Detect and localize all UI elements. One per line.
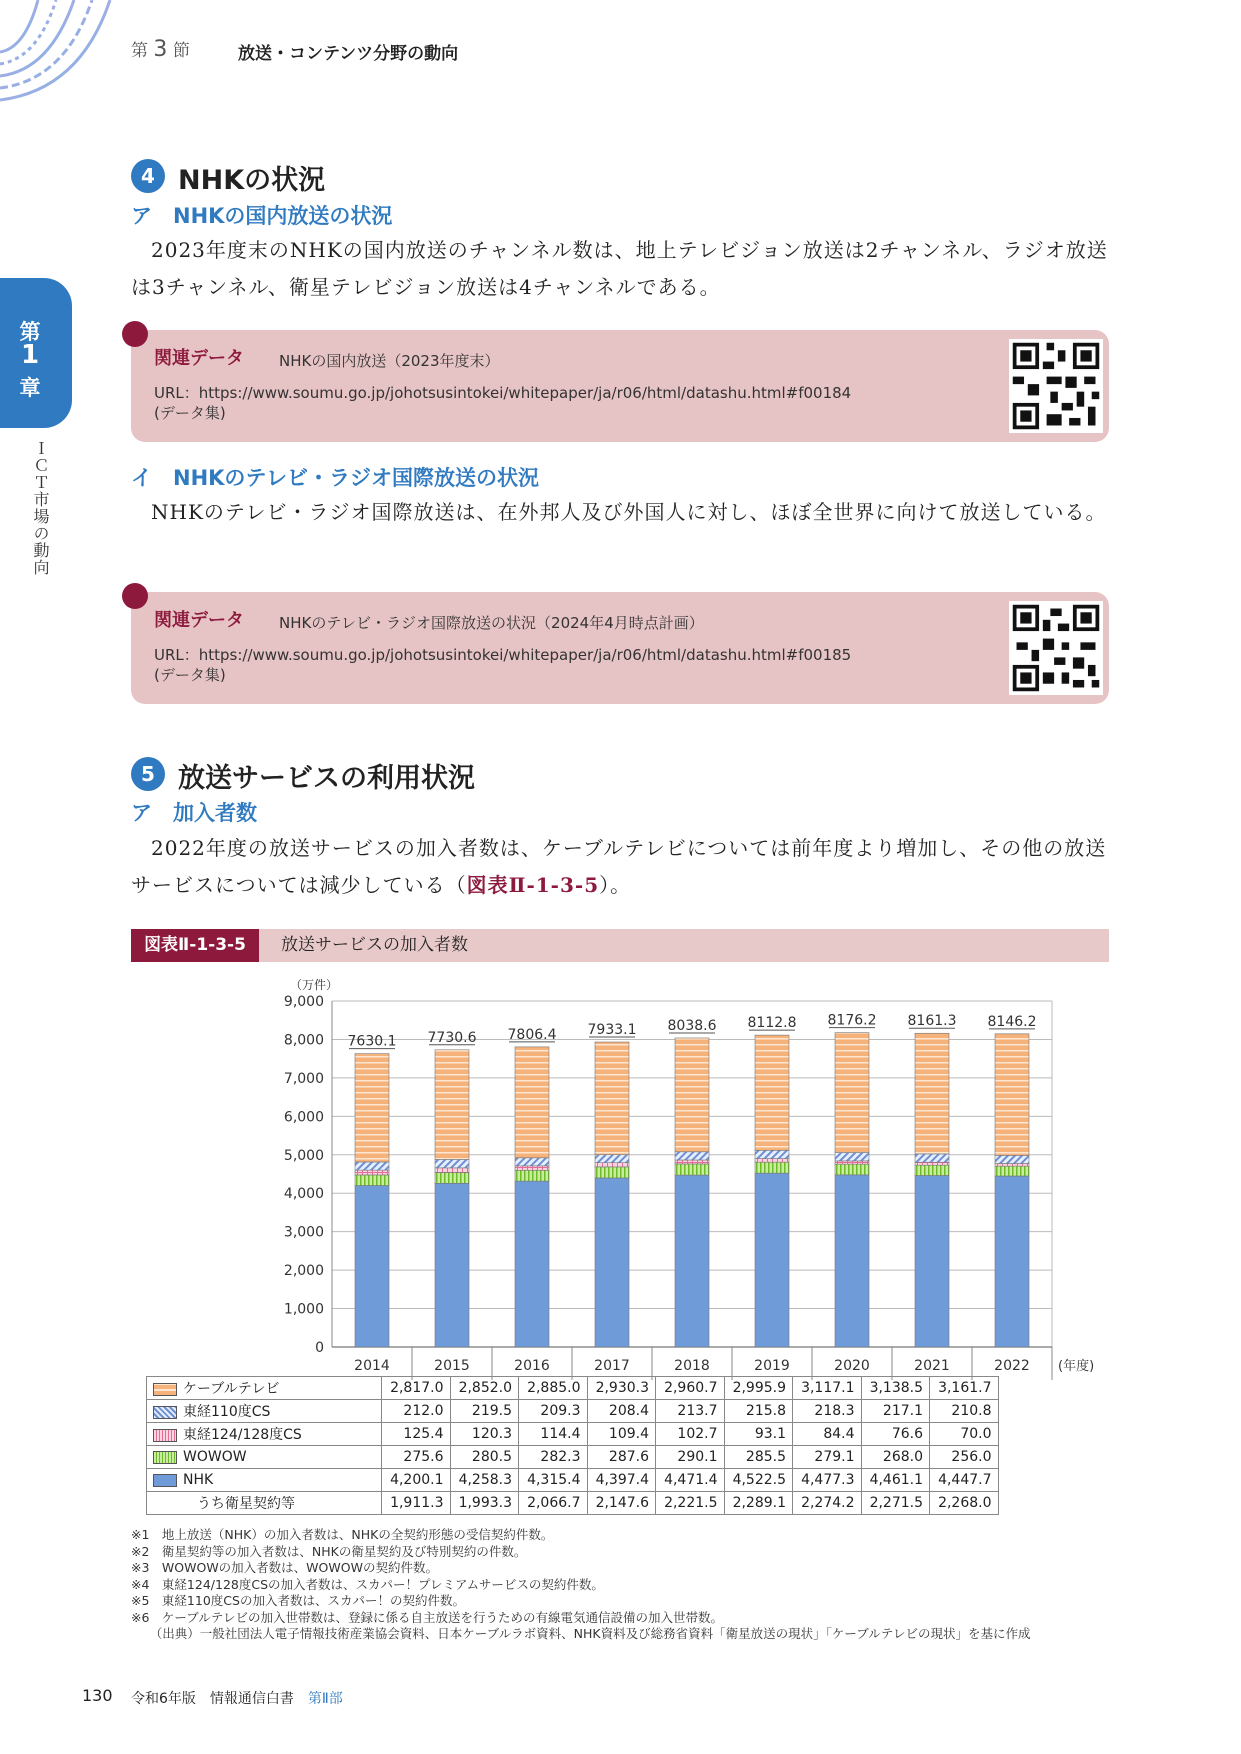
table-cell: 2,221.5 bbox=[656, 1492, 725, 1515]
bar-segment bbox=[915, 1162, 949, 1165]
table-cell: 109.4 bbox=[587, 1423, 656, 1446]
bar-total-label: 8146.2 bbox=[987, 1013, 1037, 1030]
legend-label: ケーブルテレビ bbox=[183, 1381, 280, 1397]
table-cell: 2,268.0 bbox=[930, 1492, 999, 1515]
bar-segment bbox=[355, 1162, 389, 1170]
table-cell: 217.1 bbox=[861, 1400, 930, 1423]
bar-segment bbox=[675, 1164, 709, 1175]
header-decoration bbox=[0, 0, 130, 110]
bar-segment bbox=[755, 1173, 789, 1347]
chapter-tab[interactable]: 第 1 章 bbox=[0, 278, 72, 428]
footnote-line: ※5 東経110度CSの加入者数は、スカパー！の契約件数。 bbox=[131, 1593, 465, 1608]
bar-segment bbox=[355, 1170, 389, 1175]
data-table bbox=[146, 1376, 999, 1515]
related-data-label: 関連データ bbox=[154, 610, 244, 631]
table-cell: 2,885.0 bbox=[519, 1377, 588, 1400]
bar-segment bbox=[835, 1164, 869, 1175]
x-tick-label: 2017 bbox=[594, 1358, 630, 1374]
table-cell: 76.6 bbox=[861, 1423, 930, 1446]
page-number: 130 bbox=[82, 1686, 113, 1705]
table-cell: 2,066.7 bbox=[519, 1492, 588, 1515]
x-tick-label: 2015 bbox=[434, 1358, 470, 1374]
table-cell: 4,447.7 bbox=[930, 1469, 999, 1492]
table-row bbox=[147, 1469, 999, 1492]
table-cell: 4,200.1 bbox=[382, 1469, 451, 1492]
bullet-dot bbox=[122, 583, 148, 609]
bar-segment bbox=[995, 1155, 1029, 1163]
bar-segment bbox=[835, 1175, 869, 1347]
bar-total-label: 8112.8 bbox=[747, 1015, 797, 1032]
bar-segment bbox=[675, 1160, 709, 1164]
bar-segment bbox=[995, 1034, 1029, 1156]
table-cell: 268.0 bbox=[861, 1446, 930, 1469]
bar-segment bbox=[755, 1162, 789, 1173]
legend-swatch bbox=[153, 1429, 177, 1442]
table-cell: 3,138.5 bbox=[861, 1377, 930, 1400]
table-cell: 2,274.2 bbox=[793, 1492, 862, 1515]
related-data-label: 関連データ bbox=[154, 348, 244, 369]
footnote-line: ※4 東経124/128度CSの加入者数は、スカパー！プレミアムサービスの契約件数。 bbox=[131, 1576, 604, 1592]
bar-total-label: 7630.1 bbox=[347, 1033, 397, 1050]
related-data-title: NHKのテレビ・ラジオ国際放送の状況（2024年4月時点計画） bbox=[279, 614, 704, 632]
footer-book-title: 令和6年版 情報通信白書 第Ⅱ部 bbox=[131, 1691, 343, 1707]
table-row bbox=[147, 1446, 999, 1469]
section-5-title: 放送サービスの利用状況 bbox=[178, 763, 475, 794]
bar-segment bbox=[515, 1047, 549, 1158]
bar-segment bbox=[675, 1152, 709, 1160]
table-cell: 4,397.4 bbox=[587, 1469, 656, 1492]
header-title: 放送・コンテンツ分野の動向 bbox=[238, 44, 459, 64]
legend-entry bbox=[147, 1446, 382, 1469]
table-cell: 2,852.0 bbox=[450, 1377, 519, 1400]
bar-segment bbox=[995, 1166, 1029, 1176]
table-cell: 287.6 bbox=[587, 1446, 656, 1469]
paragraph-nhk-domestic: 2023年度末のNHKの国内放送のチャンネル数は、地上テレビジョン放送は2チャンネル、ラジオ放送は3チャンネル、衛星テレビジョン放送は4チャンネルである。 bbox=[131, 238, 1108, 299]
legend-swatch bbox=[153, 1406, 177, 1419]
bar-segment bbox=[515, 1158, 549, 1166]
x-tick-label: 2022 bbox=[994, 1358, 1030, 1374]
footnotes bbox=[131, 1527, 1030, 1643]
table-cell: 102.7 bbox=[656, 1423, 725, 1446]
bar-segment bbox=[435, 1050, 469, 1160]
table-cell: 4,471.4 bbox=[656, 1469, 725, 1492]
bar-segment bbox=[515, 1166, 549, 1170]
y-tick-label: 6,000 bbox=[283, 1109, 324, 1126]
footnote-line: ※1 地上放送（NHK）の加入者数は、NHKの全契約形態の受信契約件数。 bbox=[131, 1527, 554, 1542]
related-data-box-1[interactable] bbox=[131, 330, 1109, 442]
bar-segment bbox=[595, 1178, 629, 1347]
y-tick-label: 2,000 bbox=[283, 1263, 324, 1280]
x-tick-label: 2014 bbox=[354, 1358, 390, 1374]
bar-segment bbox=[515, 1181, 549, 1347]
section-number: 第 3 節 bbox=[131, 37, 190, 62]
bar-segment bbox=[435, 1168, 469, 1173]
footnote-line: ※3 WOWOWの加入者数は、WOWOWの契約件数。 bbox=[131, 1560, 438, 1575]
legend-swatch bbox=[153, 1383, 177, 1396]
table-row bbox=[147, 1423, 999, 1446]
table-cell: 4,258.3 bbox=[450, 1469, 519, 1492]
table-row bbox=[147, 1377, 999, 1400]
table-cell: 4,477.3 bbox=[793, 1469, 862, 1492]
table-row-sub bbox=[147, 1492, 999, 1515]
bar-segment bbox=[835, 1153, 869, 1161]
x-axis-unit: (年度) bbox=[1058, 1359, 1095, 1374]
bar-segment bbox=[355, 1175, 389, 1186]
x-tick-label: 2021 bbox=[914, 1358, 950, 1374]
table-cell: 3,161.7 bbox=[930, 1377, 999, 1400]
legend-label: WOWOW bbox=[183, 1449, 247, 1465]
figure-title: 放送サービスの加入者数 bbox=[281, 935, 468, 955]
table-cell: 280.5 bbox=[450, 1446, 519, 1469]
x-tick-label: 2019 bbox=[754, 1358, 790, 1374]
table-cell: 2,960.7 bbox=[656, 1377, 725, 1400]
bar-segment bbox=[595, 1167, 629, 1178]
table-cell: 1,993.3 bbox=[450, 1492, 519, 1515]
bar-total-label: 7730.6 bbox=[427, 1029, 477, 1046]
subsection-5a-title: ア 加入者数 bbox=[131, 801, 257, 825]
bar-total-label: 7933.1 bbox=[587, 1022, 637, 1039]
bar-segment bbox=[435, 1183, 469, 1347]
table-cell: 1,911.3 bbox=[382, 1492, 451, 1515]
bar-total-label: 8038.6 bbox=[667, 1017, 717, 1034]
x-tick-label: 2018 bbox=[674, 1358, 710, 1374]
bar-segment bbox=[835, 1161, 869, 1164]
qr-code-icon[interactable] bbox=[1009, 339, 1103, 433]
bar-segment bbox=[435, 1173, 469, 1184]
bar-segment bbox=[435, 1159, 469, 1167]
legend-entry bbox=[147, 1423, 382, 1446]
footnote-line: ※6 ケーブルテレビの加入世帯数は、登録に係る自主放送を行うための有線電気通信設備の加入世帯数。 bbox=[131, 1609, 724, 1625]
x-tick-label: 2020 bbox=[834, 1358, 870, 1374]
bar-segment bbox=[915, 1165, 949, 1175]
bar-segment bbox=[755, 1159, 789, 1163]
related-data-title: NHKの国内放送（2023年度末） bbox=[279, 352, 500, 370]
footnote-line: ※2 衛星契約等の加入者数は、NHKの衛星契約及び特別契約の件数。 bbox=[131, 1543, 527, 1559]
legend-swatch bbox=[153, 1474, 177, 1487]
bar-segment bbox=[355, 1054, 389, 1162]
legend-entry bbox=[147, 1400, 382, 1423]
table-cell: 285.5 bbox=[724, 1446, 793, 1469]
y-tick-label: 5,000 bbox=[283, 1147, 324, 1164]
section-4-number: 4 bbox=[131, 159, 165, 193]
table-cell: 2,817.0 bbox=[382, 1377, 451, 1400]
legend-entry bbox=[147, 1377, 382, 1400]
bar-segment bbox=[595, 1155, 629, 1163]
paragraph-nhk-international: NHKのテレビ・ラジオ国際放送は、在外邦人及び外国人に対し、ほぼ全世界に向けて放送している。 bbox=[151, 500, 1107, 524]
bar-segment bbox=[355, 1186, 389, 1347]
legend-swatch bbox=[153, 1451, 177, 1464]
x-tick-label: 2016 bbox=[514, 1358, 550, 1374]
table-cell: 70.0 bbox=[930, 1423, 999, 1446]
related-data-url[interactable]: URL：https://www.soumu.go.jp/johotsusintokei/whitepaper/ja/r06/html/datashu.html#f00184 (データ集) bbox=[154, 384, 852, 422]
y-tick-label: 9,000 bbox=[283, 994, 324, 1010]
legend-label: 東経124/128度CS bbox=[183, 1427, 302, 1443]
y-tick-label: 0 bbox=[315, 1340, 324, 1356]
section-4-title: NHKの状況 bbox=[178, 165, 326, 196]
y-axis-unit: （万件） bbox=[290, 978, 339, 992]
y-tick-label: 8,000 bbox=[283, 1032, 324, 1049]
bar-segment bbox=[755, 1035, 789, 1150]
table-cell: 2,147.6 bbox=[587, 1492, 656, 1515]
bar-segment bbox=[915, 1175, 949, 1347]
figure-caption-bar bbox=[131, 929, 1109, 962]
bar-segment bbox=[835, 1033, 869, 1153]
table-cell: 212.0 bbox=[382, 1400, 451, 1423]
figure-label: 図表Ⅱ-1-3-5 bbox=[131, 929, 259, 962]
legend-entry bbox=[147, 1469, 382, 1492]
table-cell: 125.4 bbox=[382, 1423, 451, 1446]
bar-segment bbox=[595, 1163, 629, 1167]
bar-segment bbox=[995, 1176, 1029, 1347]
table-cell: 4,522.5 bbox=[724, 1469, 793, 1492]
bar-segment bbox=[915, 1154, 949, 1162]
section-5-number: 5 bbox=[131, 757, 165, 791]
table-cell: 2,930.3 bbox=[587, 1377, 656, 1400]
figure-reference-link[interactable]: 図表Ⅱ-1-3-5 bbox=[466, 873, 600, 897]
table-cell: 275.6 bbox=[382, 1446, 451, 1469]
bar-segment bbox=[515, 1170, 549, 1181]
bar-total-label: 8161.3 bbox=[907, 1013, 957, 1030]
table-cell: 210.8 bbox=[930, 1400, 999, 1423]
bar-total-label: 7806.4 bbox=[507, 1026, 557, 1043]
bar-total-label: 8176.2 bbox=[827, 1012, 877, 1029]
table-row bbox=[147, 1400, 999, 1423]
y-tick-label: 4,000 bbox=[283, 1186, 324, 1203]
sub-row-label: うち衛星契約等 bbox=[147, 1492, 382, 1515]
subsection-a-title: ア NHKの国内放送の状況 bbox=[131, 204, 393, 228]
related-data-url[interactable]: URL：https://www.soumu.go.jp/johotsusintokei/whitepaper/ja/r06/html/datashu.html#f00185 (データ集) bbox=[154, 646, 852, 684]
table-cell: 84.4 bbox=[793, 1423, 862, 1446]
table-cell: 219.5 bbox=[450, 1400, 519, 1423]
bar-segment bbox=[595, 1042, 629, 1155]
stacked-bar-chart bbox=[0, 960, 1241, 1380]
bar-segment bbox=[755, 1150, 789, 1158]
table-cell: 290.1 bbox=[656, 1446, 725, 1469]
table-cell: 209.3 bbox=[519, 1400, 588, 1423]
related-data-box-2[interactable] bbox=[131, 592, 1109, 704]
table-cell: 215.8 bbox=[724, 1400, 793, 1423]
y-tick-label: 1,000 bbox=[283, 1301, 324, 1318]
table-cell: 114.4 bbox=[519, 1423, 588, 1446]
chapter-vertical-title: ＩＣＴ市場の動向 bbox=[31, 440, 50, 576]
table-cell: 279.1 bbox=[793, 1446, 862, 1469]
table-cell: 208.4 bbox=[587, 1400, 656, 1423]
bar-segment bbox=[675, 1038, 709, 1152]
table-cell: 2,995.9 bbox=[724, 1377, 793, 1400]
table-cell: 120.3 bbox=[450, 1423, 519, 1446]
y-tick-label: 3,000 bbox=[283, 1224, 324, 1241]
footnote-line: （出典）一般社団法人電子情報技術産業協会資料、日本ケーブルラボ資料、NHK資料及び総務省資料「衛星放送の現状」「ケーブルテレビの現状」を基に作成 bbox=[131, 1626, 1031, 1641]
bar-segment bbox=[675, 1175, 709, 1347]
table-cell: 213.7 bbox=[656, 1400, 725, 1423]
legend-label: 東経110度CS bbox=[183, 1404, 271, 1420]
y-tick-label: 7,000 bbox=[283, 1070, 324, 1087]
table-cell: 218.3 bbox=[793, 1400, 862, 1423]
table-cell: 2,289.1 bbox=[724, 1492, 793, 1515]
table-cell: 2,271.5 bbox=[861, 1492, 930, 1515]
table-cell: 93.1 bbox=[724, 1423, 793, 1446]
bar-segment bbox=[995, 1163, 1029, 1166]
table-cell: 3,117.1 bbox=[793, 1377, 862, 1400]
table-cell: 4,461.1 bbox=[861, 1469, 930, 1492]
table-cell: 4,315.4 bbox=[519, 1469, 588, 1492]
subsection-b-title: イ NHKのテレビ・ラジオ国際放送の状況 bbox=[131, 466, 540, 490]
qr-code-icon[interactable] bbox=[1009, 601, 1103, 695]
bar-segment bbox=[915, 1033, 949, 1154]
legend-label: NHK bbox=[183, 1472, 214, 1488]
table-cell: 282.3 bbox=[519, 1446, 588, 1469]
bullet-dot bbox=[122, 321, 148, 347]
paragraph-subscribers: 2022年度の放送サービスの加入者数は、ケーブルテレビについては前年度より増加し、その他の放送サービスについては減少している（図表Ⅱ-1-3-5）。 bbox=[131, 836, 1107, 897]
table-cell: 256.0 bbox=[930, 1446, 999, 1469]
